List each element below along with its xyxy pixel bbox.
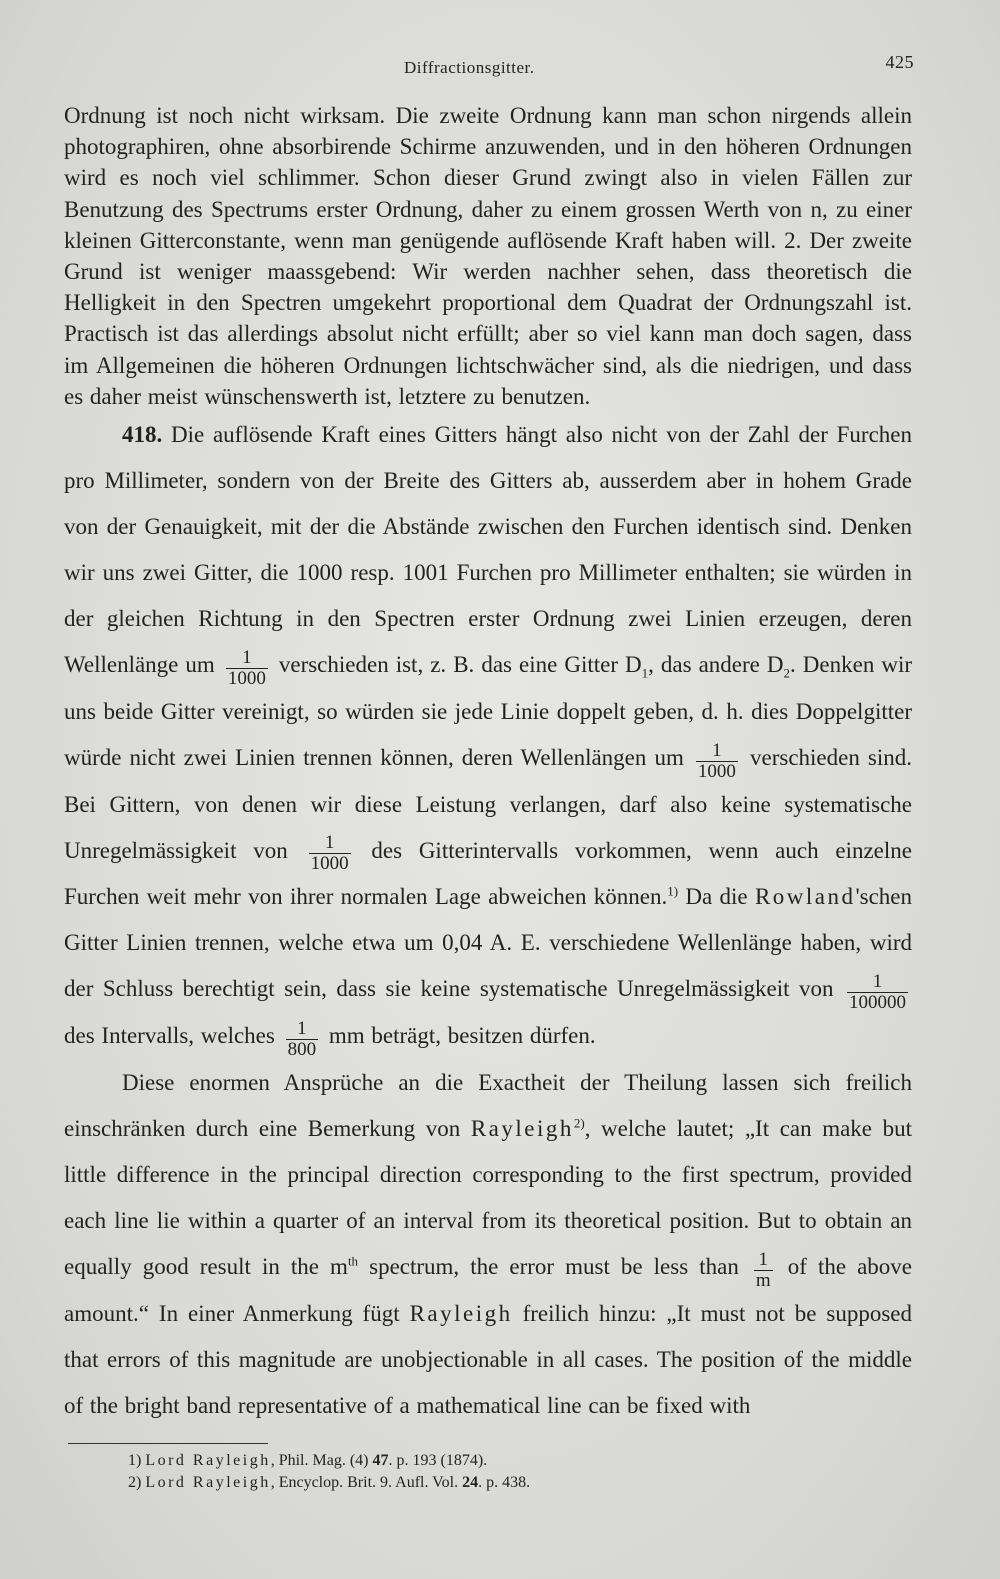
person-name: Rayleigh xyxy=(409,1300,513,1326)
fraction: $\frac{1}{100000}$ xyxy=(849,971,906,1014)
paragraph-1: Ordnung ist noch nicht wirksam. Die zweite Ordnung kann man schon nirgends allein photographiren, ohne absorbirende Schirme anzuwenden, und in den höheren Ordnungen wird es noch viel schlimmer. Schon dieser Grund zwingt also in vielen Fällen zur Benutzung des Spectrums erster Ordnung, daher zu einem grossen Werth von n, zu einer kleinen Gitterconstante, wenn man genügende auflösende Kraft haben will. 2. Der zweite Grund ist weniger maassgebend: Wir werden nachher sehen, dass theoretisch die Helligkeit in den Spectren umgekehrt proportional dem Quadrat der Ordnungszahl ist. Practisch ist das allerdings absolut nicht erfüllt; aber so viel kann man doch sagen, dass im Allgemeinen die höheren Ordnungen lichtschwächer sind, als die niedrigen, und dass es daher meist wünschenswerth ist, letztere zu benutzen. xyxy=(64,103,912,409)
fraction: $\frac{1}{1000}$ xyxy=(310,832,349,875)
running-head xyxy=(64,52,912,82)
footnotes xyxy=(64,1443,912,1494)
fraction: $\frac{1}{800}$ xyxy=(287,1017,317,1060)
paragraph-418: 418. Die auflösende Kraft eines Gitters hängt also nicht von der Zahl der Furchen pro Millimeter, sondern von der Breite des Gitters ab, ausserdem aber in hohem Grade von der Genauigkeit, mit der die Abstände zwischen den Furchen identisch sind. Denken wir uns zwei Gitter, die 1000 resp. 1001 Furchen pro Millimeter enthalten; sie würden in der gleichen Richtung in den Spectren erster Ordnung zwei Linien erzeugen, deren Wellenlänge um $\frac{1}{1000}$ verschieden ist, z. B. das eine Gitter $D_1$, das andere $D_2$. Denken wir uns beide Gitter vereinigt, so würden sie jede Linie doppelt geben, d. h. dies Doppelgitter würde nicht zwei Linien trennen können, deren Wellenlängen um $\frac{1}{1000}$ verschieden sind. Bei Gittern, von denen wir diese Leistung verlangen, darf also keine systematische Unregelmässigkeit von $\frac{1}{1000}$ des Gitterintervalls vorkommen, wenn auch einzelne Furchen weit mehr von ihrer normalen Lage abweichen können.$^{1)}$ Da die Rowland'schen Gitter Linien trennen, welche etwa um 0,04 A. E. verschiedene Wellenlänge haben, wird der Schluss berechtigt sein, dass sie keine systematische Unregelmässigkeit von $\frac{1}{100000}$ des Intervalls, welches $\frac{1}{800}$ mm beträgt, besitzen dürfen. xyxy=(64,422,913,1060)
fraction: $\frac{1}{1000}$ xyxy=(227,646,266,689)
body-text xyxy=(64,100,912,1429)
running-title: Diffractionsgitter. xyxy=(404,58,535,77)
footnote-2: 2) Lord Rayleigh, Encyclop. Brit. 9. Aufl. Vol. 24. p. 438. xyxy=(128,1473,531,1491)
paragraph-3: Diese enormen Ansprüche an die Exactheit der Theilung lassen sich freilich einschränken durch eine Bemerkung von Rayleigh$^{2)}$, welche lautet; „It can make but little difference in the principal direction corresponding to the first spectrum, provided each line lie within a quarter of an interval from its theoretical position. But to obtain an equally good result in the $m^{th}$ spectrum, the error must be less than $\frac{1}{m}$ of the above amount.“ In einer Anmerkung fügt Rayleigh freilich hinzu: „It must not be supposed that errors of this magnitude are unobjectionable in all cases. The position of the middle of the bright band representative of a mathematical line can be fixed with xyxy=(64,1069,913,1418)
person-name: Rowland xyxy=(754,884,856,910)
footnote-1: 1) Lord Rayleigh, Phil. Mag. (4) 47. p. 193 (1874). xyxy=(128,1451,488,1469)
fraction: $\frac{1}{1000}$ xyxy=(697,739,736,782)
footnote-ref-2: 2) xyxy=(573,1115,585,1131)
fraction: $\frac{1}{m}$ xyxy=(755,1248,771,1291)
person-name: Rayleigh xyxy=(470,1115,574,1141)
footnote-ref-1: 1) xyxy=(667,883,679,899)
page-number: 425 xyxy=(885,52,914,72)
section-number: 418. xyxy=(122,422,163,448)
footnote-rule xyxy=(68,1443,268,1444)
